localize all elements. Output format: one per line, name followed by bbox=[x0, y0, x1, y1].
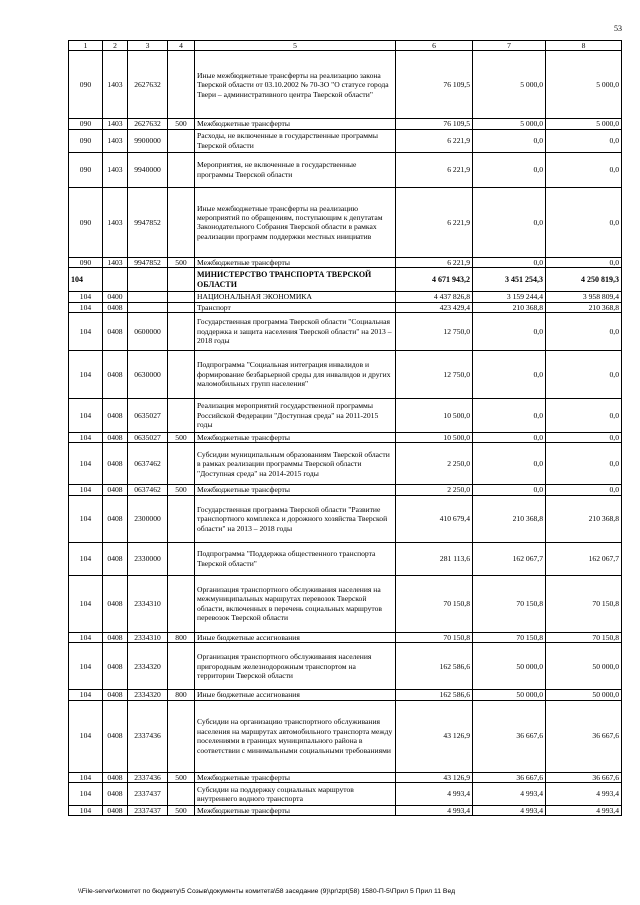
code-cell: 090 bbox=[69, 257, 103, 267]
section-code-cell: 0408 bbox=[103, 313, 128, 351]
target-code-cell: 2334320 bbox=[128, 643, 168, 690]
section-code-cell: 0408 bbox=[103, 399, 128, 433]
amount-col8-cell: 0,0 bbox=[546, 129, 622, 152]
expense-type-cell bbox=[168, 313, 195, 351]
code-cell: 104 bbox=[69, 783, 103, 806]
section-code-cell: 1403 bbox=[103, 119, 128, 129]
expense-type-cell: 500 bbox=[168, 806, 195, 816]
amount-col7-cell: 70 150,8 bbox=[473, 632, 546, 642]
amount-col8-cell: 50 000,0 bbox=[546, 690, 622, 700]
amount-col6-cell: 6 221,9 bbox=[396, 152, 473, 187]
expense-type-cell: 500 bbox=[168, 119, 195, 129]
section-code-cell: 0408 bbox=[103, 700, 128, 772]
header-col-2: 2 bbox=[103, 41, 128, 51]
code-cell: 104 bbox=[69, 399, 103, 433]
name-cell: Субсидии на поддержку социальных маршрутов внутреннего водного транспорта bbox=[195, 783, 396, 806]
amount-col6-cell: 76 109,5 bbox=[396, 119, 473, 129]
target-code-cell: 2337437 bbox=[128, 806, 168, 816]
name-cell: Межбюджетные трансферты bbox=[195, 806, 396, 816]
expense-type-cell: 500 bbox=[168, 485, 195, 495]
name-cell: Подпрограмма "Поддержка общественного транспорта Тверской области" bbox=[195, 542, 396, 575]
name-cell: Иные бюджетные ассигнования bbox=[195, 690, 396, 700]
amount-col8-cell: 162 067,7 bbox=[546, 542, 622, 575]
code-cell: 104 bbox=[69, 292, 103, 302]
name-cell: Государственная программа Тверской области "Социальная поддержка и защита населения Тверской области" на 2013 – 2018 годы bbox=[195, 313, 396, 351]
amount-col6-cell: 6 221,9 bbox=[396, 129, 473, 152]
section-code-cell: 0408 bbox=[103, 351, 128, 399]
amount-col7-cell: 0,0 bbox=[473, 443, 546, 485]
amount-col8-cell: 3 958 809,4 bbox=[546, 292, 622, 302]
name-cell: Субсидии на организацию транспортного обслуживания населения на маршрутах автомобильного транспорта между поселениями в границах муниципального района в соответствии с минимальными социальными требованиями bbox=[195, 700, 396, 772]
target-code-cell: 2627632 bbox=[128, 119, 168, 129]
section-code-cell: 0408 bbox=[103, 485, 128, 495]
amount-col6-cell: 43 126,9 bbox=[396, 700, 473, 772]
amount-col6-cell: 162 586,6 bbox=[396, 690, 473, 700]
header-row bbox=[69, 41, 622, 51]
code-cell: 104 bbox=[69, 485, 103, 495]
amount-col6-cell: 10 500,0 bbox=[396, 433, 473, 443]
target-code-cell: 0630000 bbox=[128, 351, 168, 399]
amount-col7-cell: 0,0 bbox=[473, 351, 546, 399]
target-code-cell: 0635027 bbox=[128, 433, 168, 443]
section-code-cell: 0408 bbox=[103, 495, 128, 542]
expense-type-cell bbox=[168, 129, 195, 152]
name-cell: Межбюджетные трансферты bbox=[195, 119, 396, 129]
name-cell: МИНИСТЕРСТВО ТРАНСПОРТА ТВЕРСКОЙ ОБЛАСТИ bbox=[195, 268, 396, 292]
amount-col7-cell: 4 993,4 bbox=[473, 783, 546, 806]
target-code-cell: 2337437 bbox=[128, 783, 168, 806]
expense-type-cell: 500 bbox=[168, 433, 195, 443]
amount-col6-cell: 4 671 943,2 bbox=[396, 268, 473, 292]
name-cell: Подпрограмма "Социальная интеграция инвалидов и формирование безбарьерной среды для инвалидов и других маломобильных групп населения" bbox=[195, 351, 396, 399]
name-cell: Транспорт bbox=[195, 302, 396, 312]
target-code-cell: 2300000 bbox=[128, 495, 168, 542]
table-row bbox=[69, 443, 622, 485]
expense-type-cell bbox=[168, 542, 195, 575]
amount-col7-cell: 50 000,0 bbox=[473, 690, 546, 700]
target-code-cell: 9947852 bbox=[128, 257, 168, 267]
table-row bbox=[69, 129, 622, 152]
amount-col6-cell: 70 150,8 bbox=[396, 575, 473, 632]
section-code-cell: 0408 bbox=[103, 302, 128, 312]
table-row bbox=[69, 351, 622, 399]
amount-col8-cell: 4 993,4 bbox=[546, 783, 622, 806]
table-row bbox=[69, 119, 622, 129]
amount-col7-cell: 3 159 244,4 bbox=[473, 292, 546, 302]
code-cell: 104 bbox=[69, 351, 103, 399]
amount-col6-cell: 12 750,0 bbox=[396, 351, 473, 399]
amount-col6-cell: 6 221,9 bbox=[396, 257, 473, 267]
target-code-cell: 0637462 bbox=[128, 485, 168, 495]
code-cell: 104 bbox=[69, 433, 103, 443]
amount-col8-cell: 0,0 bbox=[546, 443, 622, 485]
expense-type-cell: 500 bbox=[168, 772, 195, 782]
name-cell: Межбюджетные трансферты bbox=[195, 257, 396, 267]
amount-col6-cell: 76 109,5 bbox=[396, 51, 473, 119]
code-cell: 104 bbox=[69, 302, 103, 312]
table-row bbox=[69, 152, 622, 187]
table-row bbox=[69, 485, 622, 495]
name-cell: НАЦИОНАЛЬНАЯ ЭКОНОМИКА bbox=[195, 292, 396, 302]
section-code-cell: 0408 bbox=[103, 643, 128, 690]
table-row bbox=[69, 292, 622, 302]
table-row bbox=[69, 806, 622, 816]
name-cell: Межбюджетные трансферты bbox=[195, 485, 396, 495]
amount-col6-cell: 2 250,0 bbox=[396, 485, 473, 495]
amount-col8-cell: 4 993,4 bbox=[546, 806, 622, 816]
amount-col8-cell: 4 250 819,3 bbox=[546, 268, 622, 292]
amount-col7-cell: 0,0 bbox=[473, 152, 546, 187]
code-cell: 090 bbox=[69, 51, 103, 119]
code-cell: 090 bbox=[69, 129, 103, 152]
expense-type-cell bbox=[168, 575, 195, 632]
section-code-cell: 1403 bbox=[103, 187, 128, 257]
amount-col8-cell: 0,0 bbox=[546, 399, 622, 433]
file-path-footer: \\File-server\комитет по бюджету\5 Созыв\документы комитета\58 заседание (9)\pr\zpt(58) 1580-П-5\Прил 5 Прил 11 Вед bbox=[78, 888, 456, 895]
code-cell: 104 bbox=[69, 643, 103, 690]
table-row bbox=[69, 632, 622, 642]
amount-col8-cell: 36 667,6 bbox=[546, 700, 622, 772]
header-col-7: 7 bbox=[473, 41, 546, 51]
target-code-cell: 2334310 bbox=[128, 575, 168, 632]
name-cell: Межбюджетные трансферты bbox=[195, 772, 396, 782]
amount-col6-cell: 410 679,4 bbox=[396, 495, 473, 542]
name-cell: Субсидии муниципальным образованиям Тверской области в рамках реализации программы Тверской области "Доступная среда" на 2014-2015 годы bbox=[195, 443, 396, 485]
amount-col6-cell: 423 429,4 bbox=[396, 302, 473, 312]
table-row bbox=[69, 187, 622, 257]
name-cell: Организация транспортного обслуживания населения пригородным железнодорожным транспортом на территории Тверской области bbox=[195, 643, 396, 690]
expense-type-cell bbox=[168, 268, 195, 292]
amount-col7-cell: 0,0 bbox=[473, 257, 546, 267]
table-row bbox=[69, 495, 622, 542]
expense-type-cell bbox=[168, 187, 195, 257]
name-cell: Реализация мероприятий государственной программы Российской Федерации "Доступная среда" на 2011-2015 годы bbox=[195, 399, 396, 433]
amount-col8-cell: 0,0 bbox=[546, 152, 622, 187]
section-code-cell: 0408 bbox=[103, 575, 128, 632]
section-code-cell: 0408 bbox=[103, 443, 128, 485]
amount-col6-cell: 70 150,8 bbox=[396, 632, 473, 642]
expense-type-cell bbox=[168, 292, 195, 302]
code-cell: 104 bbox=[69, 632, 103, 642]
target-code-cell bbox=[128, 302, 168, 312]
amount-col7-cell: 5 000,0 bbox=[473, 51, 546, 119]
name-cell: Расходы, не включенные в государственные программы Тверской области bbox=[195, 129, 396, 152]
code-cell: 104 bbox=[69, 313, 103, 351]
table-row bbox=[69, 268, 622, 292]
target-code-cell: 9940000 bbox=[128, 152, 168, 187]
section-code-cell: 1403 bbox=[103, 51, 128, 119]
expense-type-cell bbox=[168, 700, 195, 772]
amount-col6-cell: 162 586,6 bbox=[396, 643, 473, 690]
amount-col8-cell: 0,0 bbox=[546, 351, 622, 399]
amount-col7-cell: 50 000,0 bbox=[473, 643, 546, 690]
amount-col7-cell: 0,0 bbox=[473, 313, 546, 351]
target-code-cell: 2337436 bbox=[128, 700, 168, 772]
target-code-cell: 2334320 bbox=[128, 690, 168, 700]
page-number: 53 bbox=[614, 24, 622, 33]
table-row bbox=[69, 783, 622, 806]
target-code-cell: 2334310 bbox=[128, 632, 168, 642]
expense-type-cell: 800 bbox=[168, 632, 195, 642]
amount-col7-cell: 36 667,6 bbox=[473, 700, 546, 772]
amount-col7-cell: 4 993,4 bbox=[473, 806, 546, 816]
section-code-cell: 0408 bbox=[103, 806, 128, 816]
table-row bbox=[69, 700, 622, 772]
code-cell: 104 bbox=[69, 806, 103, 816]
amount-col8-cell: 210 368,8 bbox=[546, 302, 622, 312]
section-code-cell: 0408 bbox=[103, 632, 128, 642]
amount-col7-cell: 162 067,7 bbox=[473, 542, 546, 575]
target-code-cell: 0637462 bbox=[128, 443, 168, 485]
target-code-cell: 2330000 bbox=[128, 542, 168, 575]
table-row bbox=[69, 51, 622, 119]
section-code-cell: 0408 bbox=[103, 690, 128, 700]
section-code-cell: 1403 bbox=[103, 152, 128, 187]
amount-col6-cell: 6 221,9 bbox=[396, 187, 473, 257]
amount-col7-cell: 5 000,0 bbox=[473, 119, 546, 129]
expense-type-cell bbox=[168, 152, 195, 187]
target-code-cell: 2627632 bbox=[128, 51, 168, 119]
table-row bbox=[69, 433, 622, 443]
amount-col6-cell: 4 993,4 bbox=[396, 783, 473, 806]
expense-type-cell: 500 bbox=[168, 257, 195, 267]
table-body bbox=[69, 51, 622, 816]
name-cell: Межбюджетные трансферты bbox=[195, 433, 396, 443]
section-code-cell: 1403 bbox=[103, 257, 128, 267]
amount-col8-cell: 0,0 bbox=[546, 433, 622, 443]
code-cell: 104 bbox=[69, 772, 103, 782]
amount-col8-cell: 50 000,0 bbox=[546, 643, 622, 690]
name-cell: Мероприятия, не включенные в государственные программы Тверской области bbox=[195, 152, 396, 187]
amount-col7-cell: 210 368,8 bbox=[473, 302, 546, 312]
budget-table bbox=[68, 40, 622, 816]
amount-col8-cell: 5 000,0 bbox=[546, 51, 622, 119]
code-cell: 104 bbox=[69, 575, 103, 632]
code-cell: 104 bbox=[69, 700, 103, 772]
target-code-cell: 9900000 bbox=[128, 129, 168, 152]
table-row bbox=[69, 643, 622, 690]
name-cell: Иные бюджетные ассигнования bbox=[195, 632, 396, 642]
expense-type-cell bbox=[168, 351, 195, 399]
code-cell: 104 bbox=[69, 690, 103, 700]
amount-col7-cell: 3 451 254,3 bbox=[473, 268, 546, 292]
name-cell: Иные межбюджетные трансферты на реализацию мероприятий по обращениям, поступающим к депутатам Законодательного Собрания Тверской области в рамках реализации программ поддержки местных инициатив bbox=[195, 187, 396, 257]
code-cell: 104 bbox=[69, 542, 103, 575]
amount-col6-cell: 4 993,4 bbox=[396, 806, 473, 816]
section-code-cell: 0408 bbox=[103, 783, 128, 806]
section-code-cell: 0400 bbox=[103, 292, 128, 302]
header-col-1: 1 bbox=[69, 41, 103, 51]
section-code-cell: 0408 bbox=[103, 772, 128, 782]
amount-col8-cell: 70 150,8 bbox=[546, 575, 622, 632]
name-cell: Государственная программа Тверской области "Развитие транспортного комплекса и дорожного хозяйства Тверской области" на 2013 – 2018 годы bbox=[195, 495, 396, 542]
amount-col7-cell: 0,0 bbox=[473, 433, 546, 443]
amount-col6-cell: 4 437 826,8 bbox=[396, 292, 473, 302]
table-row bbox=[69, 542, 622, 575]
amount-col6-cell: 281 113,6 bbox=[396, 542, 473, 575]
section-code-cell: 0408 bbox=[103, 542, 128, 575]
code-cell: 104 bbox=[69, 443, 103, 485]
table-row bbox=[69, 302, 622, 312]
amount-col7-cell: 0,0 bbox=[473, 187, 546, 257]
table-row bbox=[69, 575, 622, 632]
code-cell: 104 bbox=[69, 268, 103, 292]
expense-type-cell: 800 bbox=[168, 690, 195, 700]
section-code-cell bbox=[103, 268, 128, 292]
target-code-cell: 0600000 bbox=[128, 313, 168, 351]
expense-type-cell bbox=[168, 783, 195, 806]
table-row bbox=[69, 399, 622, 433]
amount-col6-cell: 43 126,9 bbox=[396, 772, 473, 782]
amount-col6-cell: 12 750,0 bbox=[396, 313, 473, 351]
amount-col7-cell: 36 667,6 bbox=[473, 772, 546, 782]
target-code-cell: 9947852 bbox=[128, 187, 168, 257]
expense-type-cell bbox=[168, 51, 195, 119]
code-cell: 090 bbox=[69, 119, 103, 129]
section-code-cell: 0408 bbox=[103, 433, 128, 443]
table-row bbox=[69, 772, 622, 782]
target-code-cell bbox=[128, 292, 168, 302]
table-row bbox=[69, 257, 622, 267]
amount-col7-cell: 70 150,8 bbox=[473, 575, 546, 632]
amount-col8-cell: 36 667,6 bbox=[546, 772, 622, 782]
amount-col8-cell: 5 000,0 bbox=[546, 119, 622, 129]
code-cell: 090 bbox=[69, 187, 103, 257]
expense-type-cell bbox=[168, 443, 195, 485]
target-code-cell bbox=[128, 268, 168, 292]
amount-col8-cell: 70 150,8 bbox=[546, 632, 622, 642]
code-cell: 104 bbox=[69, 495, 103, 542]
header-col-6: 6 bbox=[396, 41, 473, 51]
amount-col8-cell: 0,0 bbox=[546, 187, 622, 257]
amount-col8-cell: 0,0 bbox=[546, 485, 622, 495]
amount-col7-cell: 0,0 bbox=[473, 399, 546, 433]
target-code-cell: 0635027 bbox=[128, 399, 168, 433]
table-row bbox=[69, 313, 622, 351]
amount-col8-cell: 210 368,8 bbox=[546, 495, 622, 542]
section-code-cell: 1403 bbox=[103, 129, 128, 152]
amount-col7-cell: 0,0 bbox=[473, 485, 546, 495]
amount-col6-cell: 2 250,0 bbox=[396, 443, 473, 485]
expense-type-cell bbox=[168, 302, 195, 312]
header-col-5: 5 bbox=[195, 41, 396, 51]
amount-col6-cell: 10 500,0 bbox=[396, 399, 473, 433]
target-code-cell: 2337436 bbox=[128, 772, 168, 782]
table-row bbox=[69, 690, 622, 700]
header-col-4: 4 bbox=[168, 41, 195, 51]
amount-col7-cell: 0,0 bbox=[473, 129, 546, 152]
expense-type-cell bbox=[168, 495, 195, 542]
expense-type-cell bbox=[168, 399, 195, 433]
header-col-3: 3 bbox=[128, 41, 168, 51]
code-cell: 090 bbox=[69, 152, 103, 187]
amount-col8-cell: 0,0 bbox=[546, 313, 622, 351]
amount-col7-cell: 210 368,8 bbox=[473, 495, 546, 542]
name-cell: Иные межбюджетные трансферты на реализацию закона Тверской области от 03.10.2002 № 70-ЗО "О статусе города Твери – административного центра Тверской области" bbox=[195, 51, 396, 119]
header-col-8: 8 bbox=[546, 41, 622, 51]
amount-col8-cell: 0,0 bbox=[546, 257, 622, 267]
expense-type-cell bbox=[168, 643, 195, 690]
name-cell: Организация транспортного обслуживания населения на межмуниципальных маршрутах перевозок Тверской области, включенных в перечень социальных маршрутов перевозок Тверской области bbox=[195, 575, 396, 632]
